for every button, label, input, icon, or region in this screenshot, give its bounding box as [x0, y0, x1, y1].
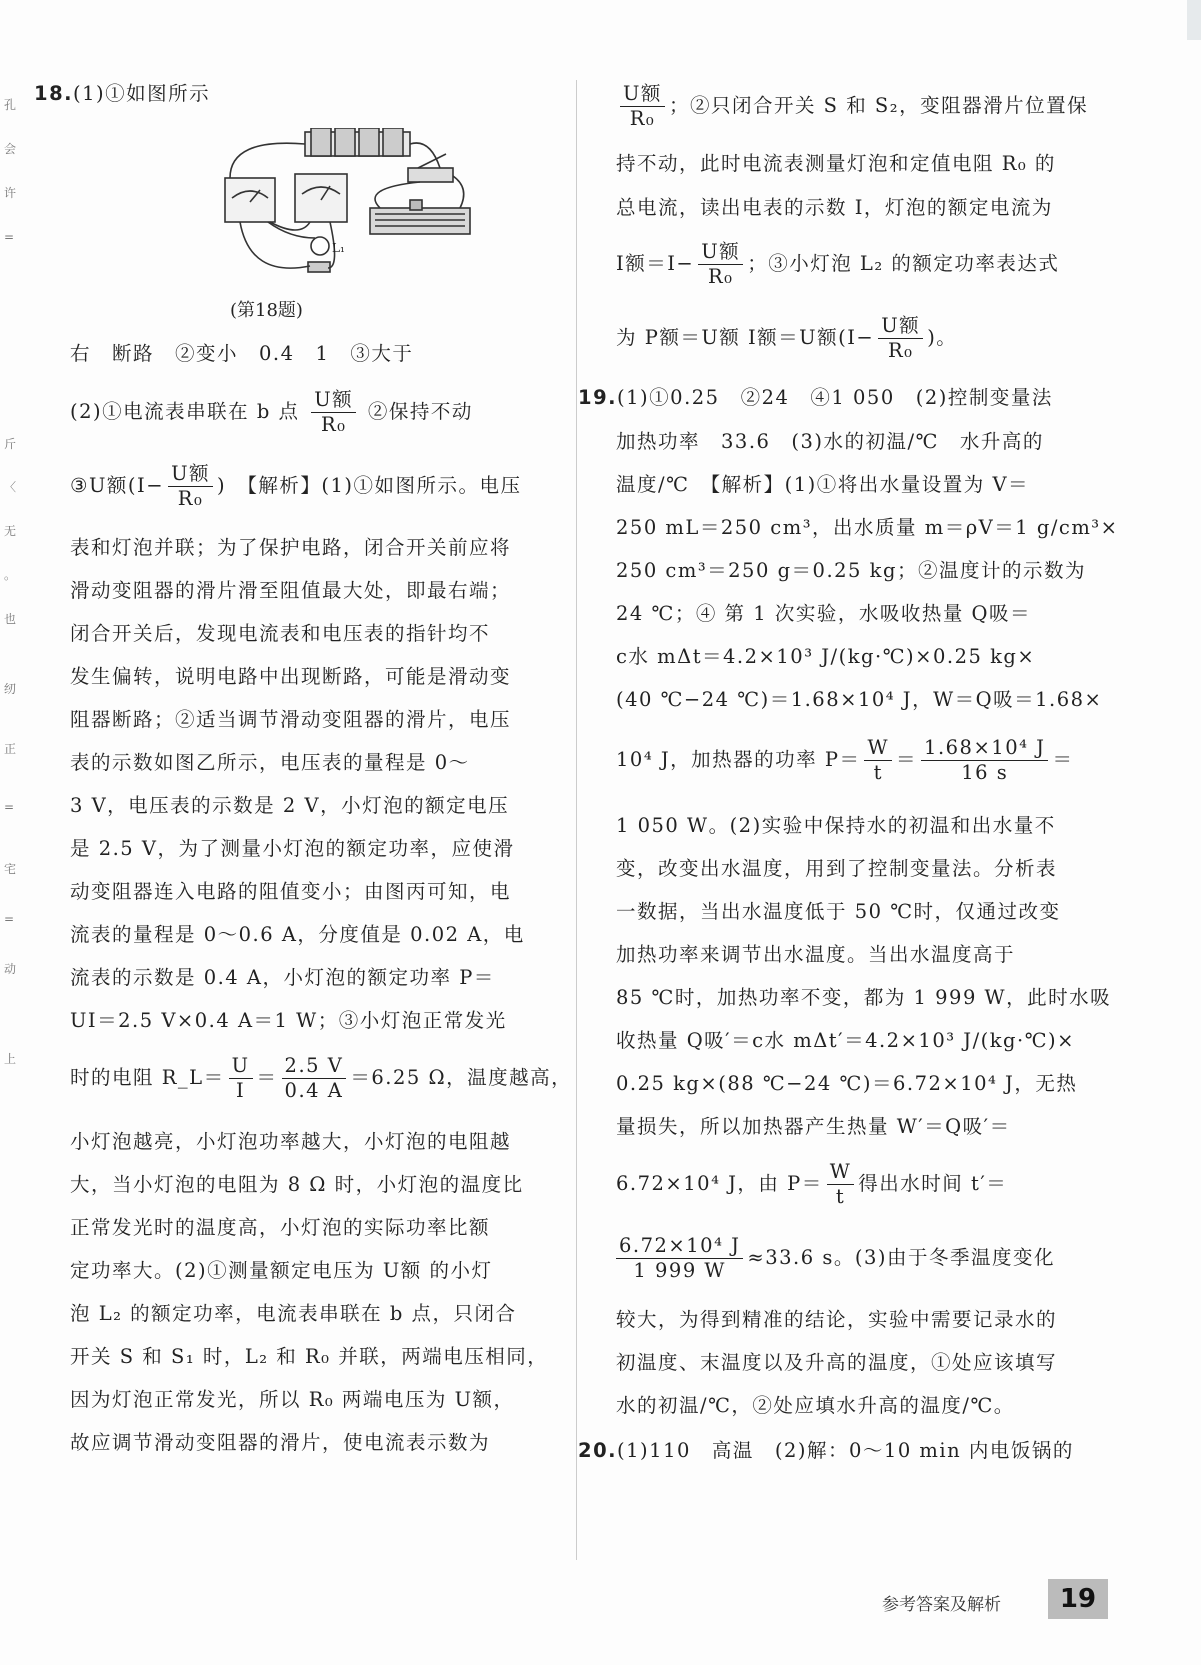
analysis-line: 泡 L₂ 的额定功率，电流表串联在 b 点，只闭合: [70, 1302, 517, 1325]
numerator: 1.68×10⁴ J: [921, 736, 1048, 761]
q19-line: 收热量 Q吸′＝c水 mΔt′＝4.2×10³ J/(kg·℃)×: [616, 1029, 1076, 1052]
margin-mark: 正: [4, 742, 17, 756]
q19-line: 250 cm³＝250 g＝0.25 kg；②温度计的示数为: [616, 559, 1086, 582]
q19-line: 0.25 kg×(88 ℃−24 ℃)＝6.72×10⁴ J，无热: [616, 1072, 1078, 1095]
q18-header: [34, 80, 210, 108]
margin-mark: 无: [4, 524, 17, 538]
q19-line: 较大，为得到精准的结论，实验中需要记录水的: [616, 1308, 1058, 1331]
margin-mark: 许: [4, 186, 17, 200]
numerator: U额: [311, 388, 356, 413]
text: ) 【解析】(1)①如图所示。电压: [217, 474, 522, 497]
denominator: R₀: [177, 487, 204, 510]
margin-mark: 。: [4, 568, 17, 582]
text: ＝6.25 Ω，温度越高，: [350, 1066, 573, 1089]
denominator: t: [873, 761, 883, 784]
analysis-line: 滑动变阻器的滑片滑至阻值最大处，即最右端；: [70, 579, 512, 602]
analysis-line: 表和灯泡并联；为了保护电路，闭合开关前应将: [70, 536, 512, 559]
power-formula-line: [616, 736, 1073, 785]
text: 得出水时间 t′＝: [858, 1172, 1008, 1195]
denominator: R₀: [887, 339, 914, 362]
margin-mark: 孔: [4, 98, 17, 112]
continuation-line: 持不动，此时电流表测量灯泡和定值电阻 R₀ 的: [616, 152, 1056, 175]
text: 10⁴ J，加热器的功率 P＝: [616, 748, 861, 771]
text: ＝: [1052, 748, 1074, 771]
text: ＝: [896, 748, 918, 771]
numerator: W: [864, 736, 892, 761]
analysis-line: 3 V，电压表的示数是 2 V，小灯泡的额定电压: [70, 794, 510, 817]
circuit-diagram: [170, 128, 480, 308]
left-margin-cutoff-text: [0, 0, 22, 1665]
text: 时的电阻 R_L＝: [70, 1066, 225, 1089]
q19-line: 250 mL＝250 cm³，出水质量 m＝ρV＝1 g/cm³×: [616, 516, 1119, 539]
analysis-line: 流表的量程是 0～0.6 A，分度值是 0.02 A，电: [70, 923, 525, 946]
analysis-line: 闭合开关后，发现电流表和电压表的指针均不: [70, 622, 491, 645]
fraction: [864, 736, 892, 785]
analysis-line: 开关 S 和 S₁ 时，L₂ 和 R₀ 并联，两端电压相同，: [70, 1345, 549, 1368]
q19-line: 加热功率 33.6 (3)水的初温/℃ 水升高的: [616, 430, 1044, 453]
analysis-line: 正常发光时的温度高，小灯泡的实际功率比额: [70, 1216, 491, 1239]
page-number: 19: [1048, 1579, 1108, 1619]
q19-line: 量损失，所以加热器产生热量 W′＝Q吸′＝: [616, 1115, 1011, 1138]
analysis-line: 发生偏转，说明电路中出现断路，可能是滑动变: [70, 665, 512, 688]
numerator: 6.72×10⁴ J: [616, 1234, 743, 1259]
time-formula-line: [616, 1160, 1007, 1209]
q19-line: 水的初温/℃，②处应填水升高的温度/℃。: [616, 1394, 1015, 1417]
time-result-line: [616, 1234, 1055, 1283]
fraction: [616, 1234, 743, 1283]
fraction: [229, 1054, 253, 1103]
margin-mark: 也: [4, 612, 17, 626]
text: (1)110 高温 (2)解：0～10 min 内电饭锅的: [617, 1439, 1074, 1462]
analysis-line: 流表的示数是 0.4 A，小灯泡的额定功率 P＝: [70, 966, 495, 989]
analysis-line: 小灯泡越亮，小灯泡功率越大，小灯泡的电阻越: [70, 1130, 512, 1153]
column-divider: [576, 80, 577, 1560]
text: ＝: [256, 1066, 278, 1089]
numerator: 2.5 V: [282, 1054, 347, 1079]
margin-mark: 〈: [4, 480, 17, 494]
text: (1)①0.25 ②24 ④1 050 (2)控制变量法: [617, 386, 1053, 409]
numerator: U: [229, 1054, 253, 1079]
q18-part2-line: [70, 388, 473, 437]
analysis-line: 定功率大。(2)①测量额定电压为 U额 的小灯: [70, 1259, 493, 1282]
q19-line: 变，改变出水温度，用到了控制变量法。分析表: [616, 857, 1058, 880]
q18-part3-line: [70, 462, 522, 511]
margin-mark: 会: [4, 142, 17, 156]
fraction: [168, 462, 213, 511]
resistance-formula-line: [70, 1054, 572, 1103]
fraction: [620, 82, 665, 131]
text: ③U额(I−: [70, 474, 165, 497]
numerator: U额: [698, 240, 743, 265]
q20-header: [578, 1437, 1074, 1465]
numerator: U额: [878, 314, 923, 339]
text: 6.72×10⁴ J，由 P＝: [616, 1172, 823, 1195]
fraction: [311, 388, 356, 437]
denominator: t: [835, 1185, 846, 1208]
text: (2)①电流表串联在 b 点: [70, 400, 300, 423]
analysis-line: 动变阻器连入电路的阻值变小；由图丙可知，电: [70, 880, 512, 903]
q18-number: 18.: [34, 82, 74, 105]
denominator: R₀: [707, 265, 734, 288]
text: 为 P额＝U额 I额＝U额(I−: [616, 326, 875, 349]
margin-mark: =: [4, 912, 15, 926]
analysis-line: 因为灯泡正常发光，所以 R₀ 两端电压为 U额，: [70, 1388, 515, 1411]
lamp-label: L₁: [332, 241, 345, 255]
fraction: [921, 736, 1048, 785]
analysis-line: 故应调节滑动变阻器的滑片，使电流表示数为: [70, 1431, 491, 1454]
rated-current-line: [616, 240, 1059, 289]
q19-line: c水 mΔt＝4.2×10³ J/(kg·℃)×0.25 kg×: [616, 645, 1036, 668]
numerator: U额: [168, 462, 213, 487]
denominator: I: [235, 1079, 246, 1102]
q19-line: 初温度、末温度以及升高的温度，①处应该填写: [616, 1351, 1058, 1374]
text: ；②只闭合开关 S 和 S₂，变阻器滑片位置保: [668, 94, 1089, 117]
denominator: R₀: [629, 107, 656, 130]
continuation-line: [616, 82, 1088, 131]
q18-part1-label: (1)①如图所示: [73, 82, 211, 105]
q19-line: 温度/℃ 【解析】(1)①将出水量设置为 V＝: [616, 473, 1030, 496]
fraction: [698, 240, 743, 289]
q19-number: 19.: [578, 386, 618, 409]
footer-label: 参考答案及解析: [882, 1595, 1001, 1615]
q19-line: 一数据，当出水温度低于 50 ℃时，仅通过改变: [616, 900, 1061, 923]
text: )。: [927, 326, 958, 349]
fraction: [282, 1054, 347, 1103]
margin-mark: 上: [4, 1052, 17, 1066]
margin-mark: 纫: [4, 682, 17, 696]
text: ②保持不动: [367, 400, 473, 423]
analysis-line: 阻器断路；②适当调节滑动变阻器的滑片，电压: [70, 708, 512, 731]
margin-mark: 动: [4, 962, 17, 976]
text: ≈33.6 s。(3)由于冬季温度变化: [747, 1246, 1055, 1269]
analysis-line: 表的示数如图乙所示，电压表的量程是 0～: [70, 751, 470, 774]
q19-line: 85 ℃时，加热功率不变，都为 1 999 W，此时水吸: [616, 986, 1112, 1009]
margin-mark: 斤: [4, 437, 17, 451]
fraction: [878, 314, 923, 363]
rated-power-line: [616, 314, 957, 363]
margin-mark: =: [4, 800, 15, 814]
denominator: R₀: [320, 413, 347, 436]
margin-mark: 宅: [4, 862, 17, 876]
analysis-line: UI＝2.5 V×0.4 A＝1 W；③小灯泡正常发光: [70, 1009, 507, 1032]
numerator: W: [827, 1160, 855, 1185]
text: I额＝I−: [616, 252, 695, 275]
q18-answer-line: 右 断路 ②变小 0.4 1 ③大于: [70, 342, 414, 365]
q19-header: [578, 384, 1053, 412]
q19-line: 24 ℃；④ 第 1 次实验，水吸收热量 Q吸＝: [616, 602, 1032, 625]
continuation-line: 总电流，读出电表的示数 I，灯泡的额定电流为: [616, 196, 1053, 219]
analysis-line: 是 2.5 V，为了测量小灯泡的额定功率，应使滑: [70, 837, 515, 860]
numerator: U额: [620, 82, 665, 107]
q20-number: 20.: [578, 1439, 618, 1462]
page-corner-bar: [1187, 0, 1201, 40]
fraction: [827, 1160, 855, 1209]
q19-line: 加热功率来调节出水温度。当出水温度高于: [616, 943, 1016, 966]
analysis-line: 大，当小灯泡的电阻为 8 Ω 时，小灯泡的温度比: [70, 1173, 524, 1196]
q19-line: (40 ℃−24 ℃)＝1.68×10⁴ J，W＝Q吸＝1.68×: [616, 688, 1103, 711]
figure-caption: (第18题): [230, 300, 303, 321]
denominator: 1 999 W: [633, 1259, 726, 1282]
text: ；③小灯泡 L₂ 的额定功率表达式: [747, 252, 1060, 275]
denominator: 0.4 A: [284, 1079, 344, 1102]
denominator: 16 s: [961, 761, 1009, 784]
q19-line: 1 050 W。(2)实验中保持水的初温和出水量不: [616, 814, 1056, 837]
margin-mark: =: [4, 230, 15, 244]
